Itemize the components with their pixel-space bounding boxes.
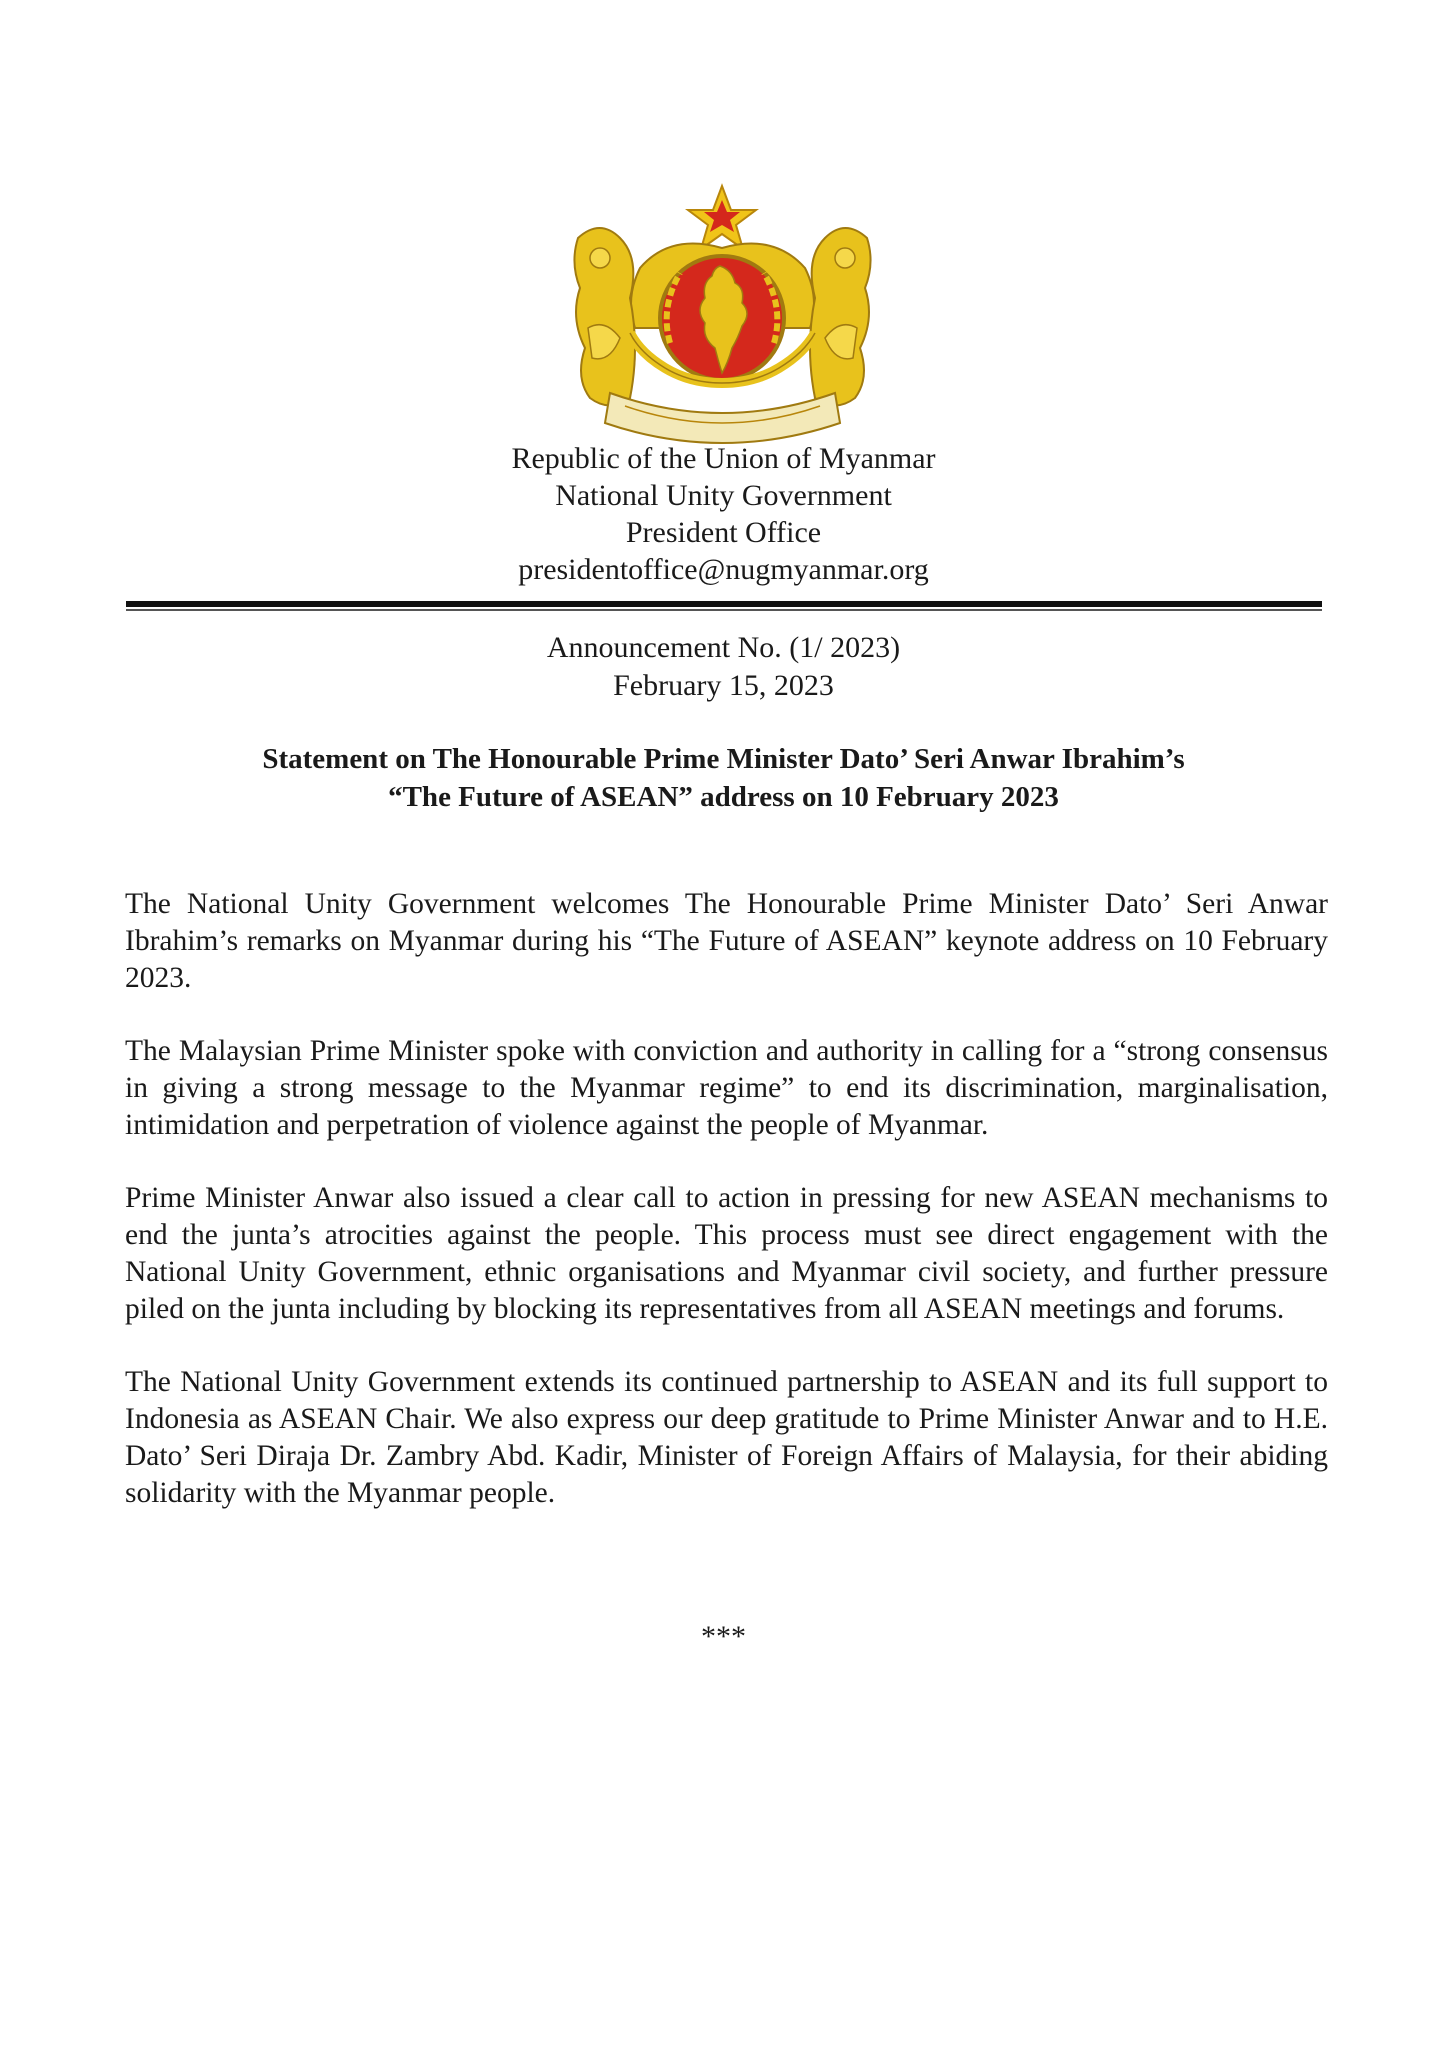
letterhead — [0, 440, 1447, 588]
body-paragraph: The National Unity Government welcomes The Honourable Prime Minister Dato’ Seri Anwar Ibrahim’s remarks on Myanmar during his “The Future of ASEAN” keynote address on 10 February 2023. — [125, 888, 1328, 994]
body-paragraph: Prime Minister Anwar also issued a clear call to action in pressing for new ASEAN mechanisms to end the junta’s atrocities against the people. This process must see direct engagement with the National Unity Government, ethnic organisations and Myanmar civil society, and further pressure piled on the junta including by blocking its representatives from all ASEAN meetings and forums. — [125, 1182, 1328, 1325]
body-paragraph: The Malaysian Prime Minister spoke with conviction and authority in calling for a “strong consensus in giving a strong message to the Myanmar regime” to end its discrimination, marginalisation, intimidation and perpetration of violence against the people of Myanmar. — [125, 1035, 1328, 1141]
government-name: National Unity Government — [555, 479, 892, 512]
letterhead-divider-thin — [126, 609, 1322, 611]
office-name: President Office — [625, 516, 822, 549]
body-paragraph: The National Unity Government extends its continued partnership to ASEAN and its full support to Indonesia as ASEAN Chair. We also express our deep gratitude to Prime Minister Anwar and to H.E. Dato’ Seri Diraja Dr. Zambry Abd. Kadir, Minister of Foreign Affairs of Malaysia, for their abiding solidarity with the Myanmar people. — [125, 1366, 1328, 1509]
statement-title — [0, 740, 1447, 816]
announcement-date: February 15, 2023 — [613, 669, 834, 702]
announcement-number: Announcement No. (1/ 2023) — [546, 631, 901, 664]
statement-body — [125, 886, 1328, 1548]
title-line-1: Statement on The Honourable Prime Minister Dato’ Seri Anwar Ibrahim’s — [262, 743, 1185, 775]
myanmar-state-seal-icon — [570, 178, 875, 448]
title-line-2: “The Future of ASEAN” address on 10 February 2023 — [388, 781, 1059, 813]
country-name: Republic of the Union of Myanmar — [511, 442, 936, 475]
office-email: presidentoffice@nugmyanmar.org — [518, 553, 929, 586]
letterhead-divider — [126, 601, 1322, 607]
closing-mark: *** — [701, 1620, 746, 1653]
announcement-header — [0, 629, 1447, 705]
